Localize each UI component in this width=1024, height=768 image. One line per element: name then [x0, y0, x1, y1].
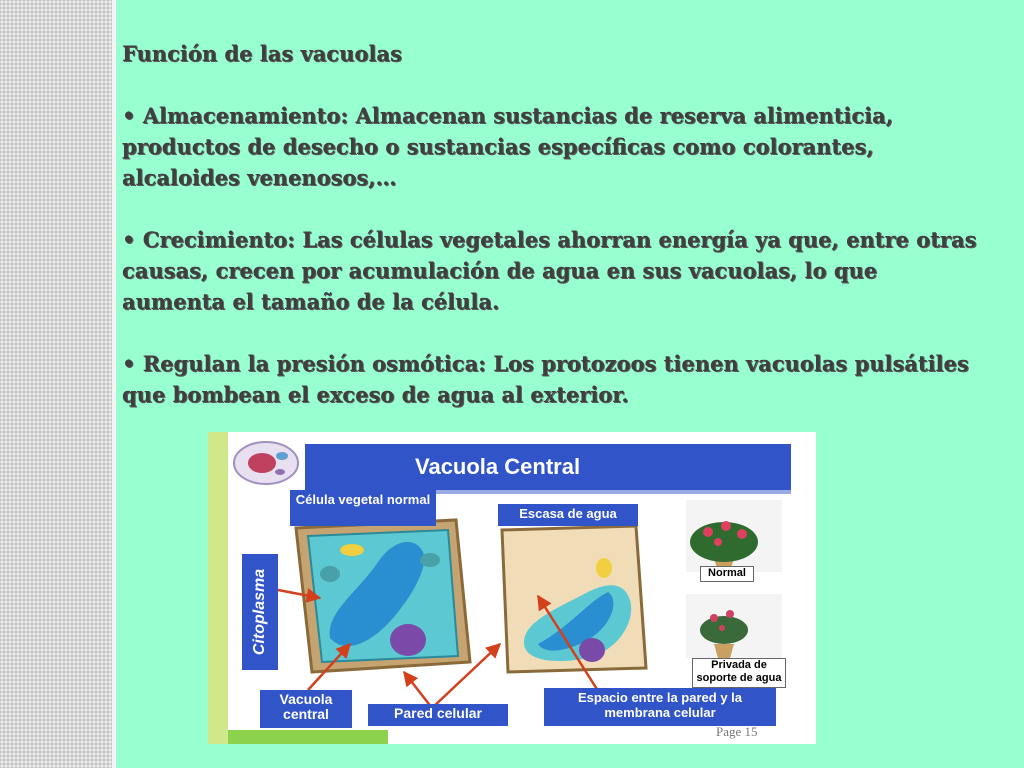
slide-content: [122, 38, 982, 410]
label-cytoplasm: [242, 554, 278, 670]
bullet-presion-osmotica: • Regulan la presión osmótica: Los protozoos tienen vacuolas pulsátiles que bombean el exceso de agua al exterior.: [122, 351, 969, 407]
slide-title: Función de las vacuolas: [122, 41, 402, 66]
label-plant-deprived: Privada de soporte de agua: [692, 658, 786, 688]
low-water-cell-drawing: [502, 526, 646, 672]
label-space-wall-membrane: Espacio entre la pared y la membrana celular: [544, 688, 776, 726]
normal-cell-drawing: [296, 520, 470, 672]
label-central-vacuole: Vacuola central: [260, 690, 352, 728]
plant-deprived-drawing: [686, 594, 782, 658]
figure-title: Vacuola Central: [415, 454, 581, 479]
vacuole-figure: [208, 432, 816, 744]
label-plant-normal: Normal: [700, 566, 754, 582]
bullet-crecimiento: • Crecimiento: Las células vegetales ahorran energía ya que, entre otras causas, crecen por acumulación de agua en sus vacuolas, lo que aumenta el tamaño de la célula.: [122, 227, 977, 314]
bullet-almacenamiento: • Almacenamiento: Almacenan sustancias de reserva alimenticia, productos de desecho o sustancias específicas como colorantes, alcaloides venenosos,…: [122, 103, 894, 190]
label-normal-cell: Célula vegetal normal: [290, 490, 436, 526]
decorative-side-strip: [0, 0, 112, 768]
label-cell-wall: Pared celular: [368, 704, 508, 726]
label-low-water: Escasa de agua: [498, 504, 638, 526]
page-number: Page 15: [716, 724, 758, 739]
plant-normal-drawing: [686, 500, 782, 572]
label-cytoplasm-text: Citoplasma: [251, 568, 268, 656]
side-strip-edge: [112, 0, 116, 768]
